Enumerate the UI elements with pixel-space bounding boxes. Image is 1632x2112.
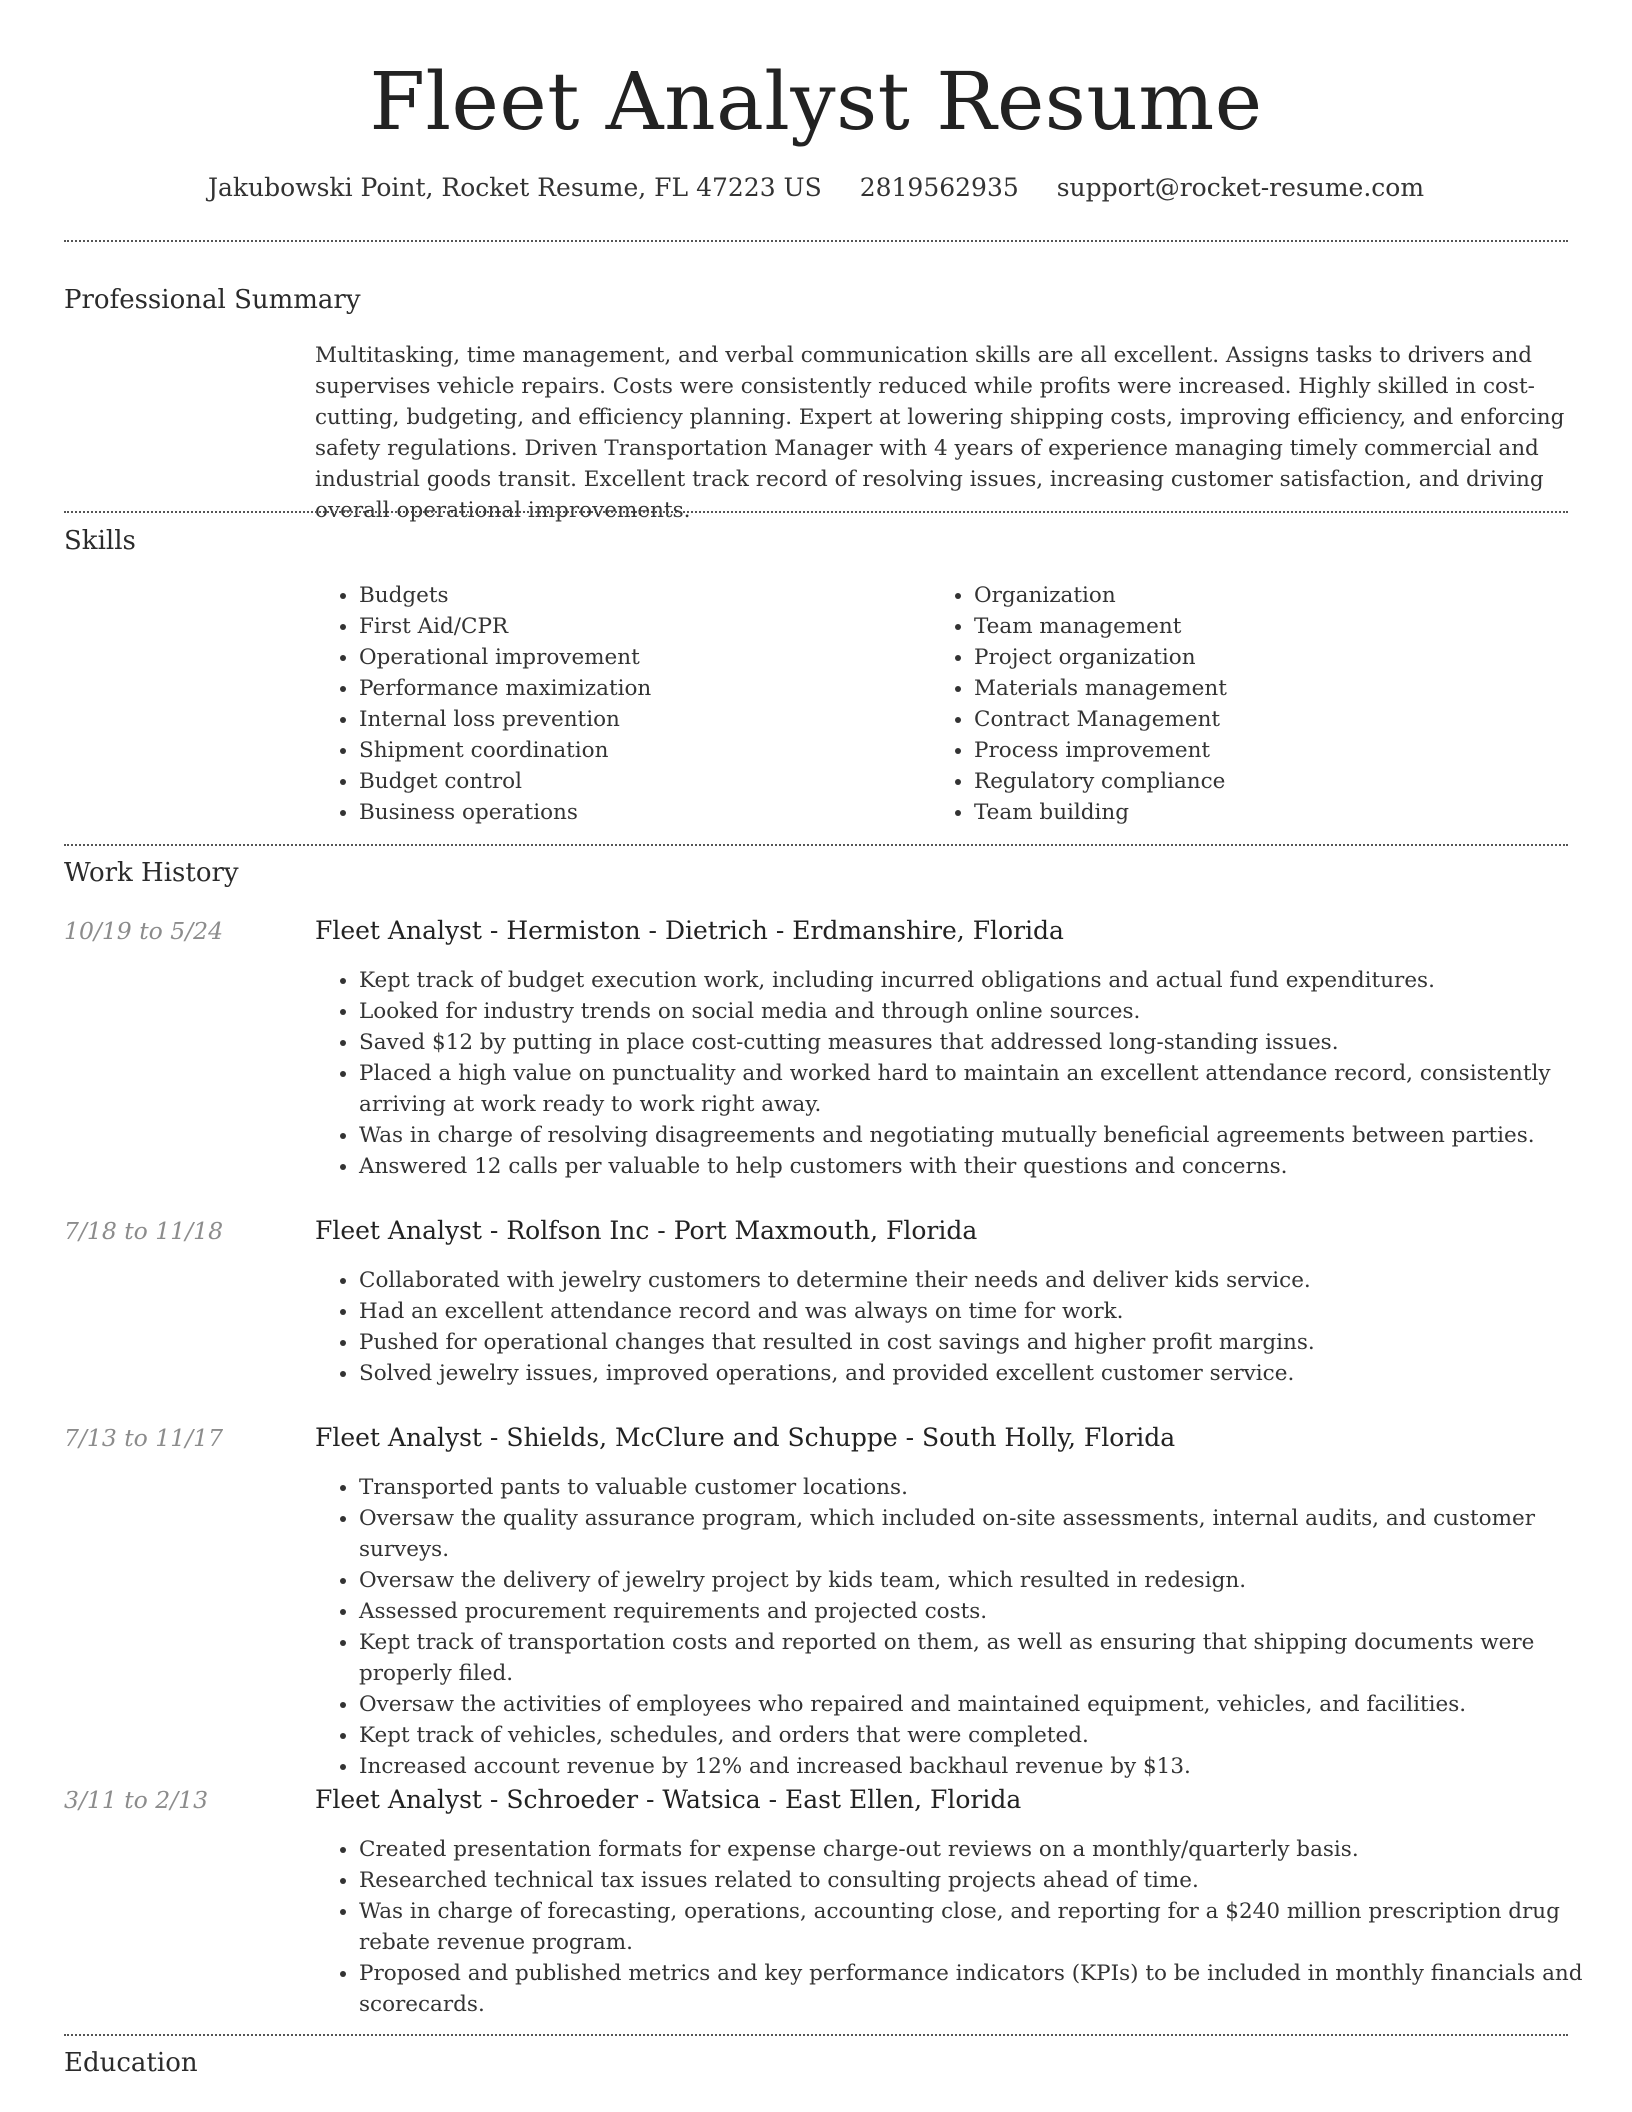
job-bullets [315,1472,1609,1782]
job-title: Fleet Analyst - Hermiston - Dietrich - Erdmanshire, Florida [315,916,1064,945]
skill-item: • Internal loss prevention [359,704,919,735]
divider [64,240,1568,242]
job-bullet: • Kept track of vehicles, schedules, and orders that were completed. [359,1720,1609,1751]
job-bullet: • Solved jewelry issues, improved operations, and provided excellent customer service. [359,1358,1609,1389]
summary-text: Multitasking, time management, and verbal communication skills are all excellent. Assigns tasks to drivers and supervises vehicle repairs. Costs were consistently reduced while profits were increased. Highly skilled in cost-cutting, budgeting, and efficiency planning. Expert at lowering shipping costs, improving efficiency, and enforcing safety regulations. Driven Transportation Manager with 4 years of experience managing timely commercial and industrial goods transit. Excellent track record of resolving issues, increasing customer satisfaction, and driving overall operational improvements. [315,343,1565,523]
job-bullets [315,1265,1609,1389]
divider [64,511,1568,513]
job-bullet: • Assessed procurement requirements and projected costs. [359,1596,1609,1627]
job-bullet: • Saved $12 by putting in place cost-cutting measures that addressed long-standing issues. [359,1027,1609,1058]
skill-item: • Project organization [974,642,1574,673]
skill-item: • Regulatory compliance [974,766,1574,797]
job-bullet: • Oversaw the delivery of jewelry project by kids team, which resulted in redesign. [359,1565,1609,1596]
job-bullet: • Placed a high value on punctuality and worked hard to maintain an excellent attendance record, consistently arriving at work ready to work right away. [359,1058,1609,1120]
job-bullet: • Pushed for operational changes that resulted in cost savings and higher profit margins. [359,1327,1609,1358]
page-title: Fleet Analyst Resume [369,55,1263,148]
skill-item: • Process improvement [974,735,1574,766]
skill-item: • Operational improvement [359,642,919,673]
job-bullet: • Kept track of transportation costs and reported on them, as well as ensuring that shipping documents were properly filed. [359,1627,1609,1689]
job-bullet: • Oversaw the activities of employees who repaired and maintained equipment, vehicles, and facilities. [359,1689,1609,1720]
job-dates: 10/19 to 5/24 [64,917,224,945]
job-bullet: • Answered 12 calls per valuable to help customers with their questions and concerns. [359,1151,1609,1182]
job-bullet: • Transported pants to valuable customer locations. [359,1472,1609,1503]
job-title: Fleet Analyst - Shields, McClure and Schuppe - South Holly, Florida [315,1423,1176,1452]
skill-item: • Team management [974,611,1574,642]
education-heading: Education [64,2048,198,2078]
skill-item: • Organization [974,580,1574,611]
job-bullets [315,965,1609,1182]
contact-line [0,170,1632,206]
skill-item: • Budgets [359,580,919,611]
job-bullet: • Was in charge of forecasting, operations, accounting close, and reporting for a $240 million prescription drug rebate revenue program. [359,1896,1609,1958]
skills-list-left [315,580,919,828]
job-dates: 7/13 to 11/17 [64,1424,224,1452]
divider [64,844,1568,846]
job-title: Fleet Analyst - Schroeder - Watsica - East Ellen, Florida [315,1785,1022,1814]
job-bullet: • Collaborated with jewelry customers to determine their needs and deliver kids service. [359,1265,1609,1296]
skill-item: • Performance maximization [359,673,919,704]
job-bullet: • Kept track of budget execution work, including incurred obligations and actual fund expenditures. [359,965,1609,996]
job-bullet: • Had an excellent attendance record and was always on time for work. [359,1296,1609,1327]
job-dates: 3/11 to 2/13 [64,1786,209,1814]
job-title: Fleet Analyst - Rolfson Inc - Port Maxmouth, Florida [315,1216,978,1245]
job-bullet: • Looked for industry trends on social media and through online sources. [359,996,1609,1027]
email-address: support@rocket-resume.com [1056,173,1425,202]
skill-item: • Business operations [359,797,919,828]
job-bullet: • Oversaw the quality assurance program, which included on-site assessments, internal audits, and customer surveys. [359,1503,1609,1565]
job-bullet: • Proposed and published metrics and key performance indicators (KPIs) to be included in monthly financials and scorecards. [359,1958,1609,2020]
skill-item: • Contract Management [974,704,1574,735]
phone-number: 2819562935 [859,173,1019,202]
skill-item: • Budget control [359,766,919,797]
skill-item: • Materials management [974,673,1574,704]
job-bullet: • Was in charge of resolving disagreements and negotiating mutually beneficial agreements between parties. [359,1120,1609,1151]
skill-item: • Shipment coordination [359,735,919,766]
job-bullet: • Researched technical tax issues related to consulting projects ahead of time. [359,1865,1609,1896]
job-dates: 7/18 to 11/18 [64,1217,224,1245]
skills-heading: Skills [64,526,136,556]
skills-list-right [930,580,1574,828]
job-bullet: • Created presentation formats for expense charge-out reviews on a monthly/quarterly basis. [359,1834,1609,1865]
work-history-heading: Work History [64,858,239,888]
skill-item: • Team building [974,797,1574,828]
summary-heading: Professional Summary [64,285,361,315]
job-bullets [315,1834,1609,2020]
job-bullet: • Increased account revenue by 12% and increased backhaul revenue by $13. [359,1751,1609,1782]
divider [64,2034,1568,2036]
address: Jakubowski Point, Rocket Resume, FL 47223 US [207,173,822,202]
skill-item: • First Aid/CPR [359,611,919,642]
